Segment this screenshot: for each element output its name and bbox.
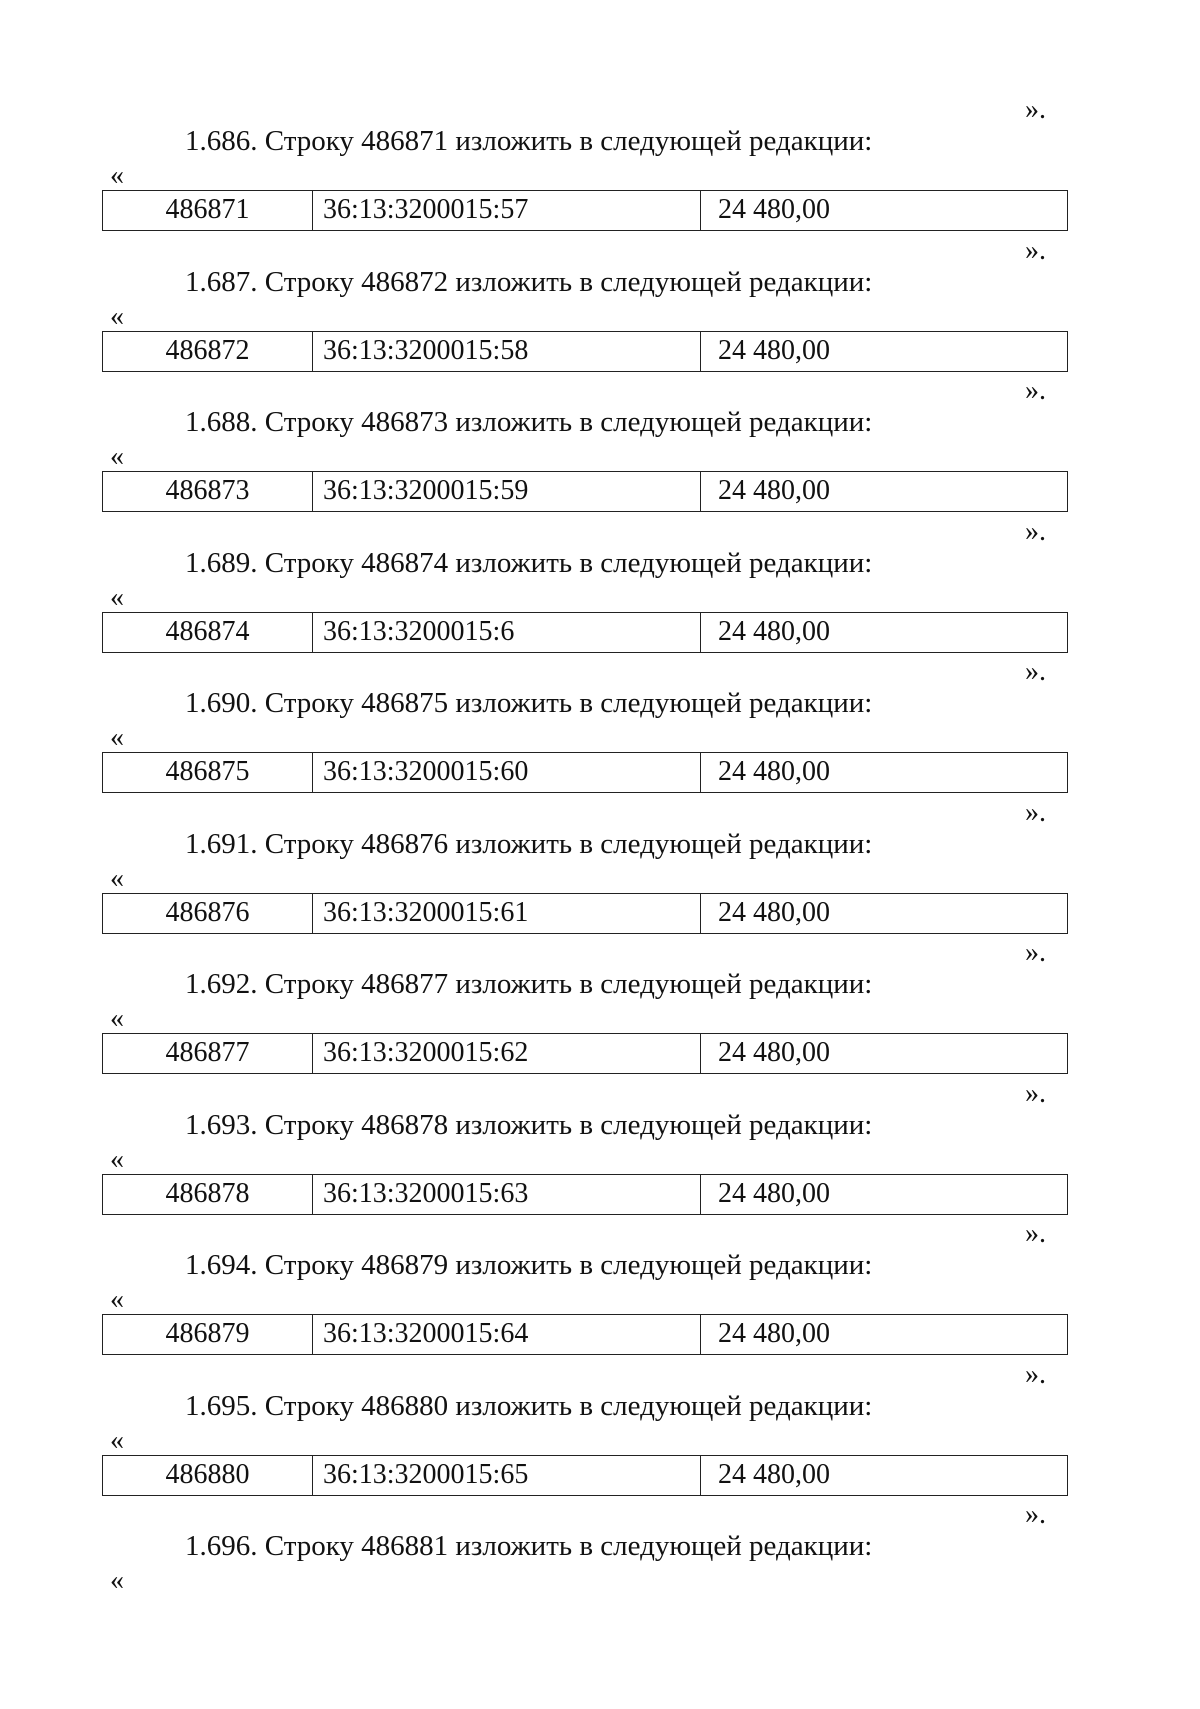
cadastral-number-cell: 36:13:3200015:6 (313, 613, 701, 652)
amended-row-table (102, 612, 1068, 653)
amended-row-table (102, 331, 1068, 372)
opening-quote: « (110, 1143, 124, 1175)
cadastral-value-cell: 24 480,00 (718, 615, 830, 647)
closing-quote: ». (1025, 1218, 1046, 1249)
row-number-cell: 486878 (103, 1175, 313, 1214)
amended-row-table (102, 752, 1068, 793)
cadastral-number-cell: 36:13:3200015:65 (313, 1456, 701, 1495)
row-number-cell: 486880 (103, 1456, 313, 1495)
cadastral-value-cell: 24 480,00 (718, 334, 830, 366)
opening-quote: « (110, 722, 124, 753)
amended-row-table (102, 471, 1068, 512)
row-number-cell: 486877 (103, 1034, 313, 1073)
closing-quote: ». (1025, 796, 1046, 828)
amendment-instruction: 1.695. Строку 486880 изложить в следующей редакции: (185, 1389, 873, 1422)
amendment-instruction: 1.696. Строку 486881 изложить в следующей редакции: (185, 1530, 873, 1562)
cadastral-number-cell: 36:13:3200015:63 (313, 1175, 701, 1214)
amendment-instruction: 1.686. Строку 486871 изложить в следующей редакции: (185, 125, 873, 157)
closing-quote: ». (1025, 234, 1046, 266)
opening-quote: « (110, 300, 124, 332)
row-number-cell: 486876 (103, 894, 313, 933)
cadastral-value-cell: 24 480,00 (718, 1458, 830, 1490)
amendment-instruction: 1.689. Строку 486874 изложить в следующей редакции: (185, 546, 873, 579)
cadastral-number-cell: 36:13:3200015:62 (313, 1034, 701, 1073)
amended-row-table (102, 1455, 1068, 1496)
closing-quote: ». (1025, 94, 1046, 125)
cadastral-number-cell: 36:13:3200015:57 (313, 191, 701, 230)
row-number-cell: 486874 (103, 613, 313, 652)
cadastral-number-cell: 36:13:3200015:61 (313, 894, 701, 933)
opening-quote: « (110, 581, 124, 613)
opening-quote: « (110, 862, 124, 894)
row-number-cell: 486872 (103, 332, 313, 371)
opening-quote: « (110, 1284, 124, 1315)
cadastral-number-cell: 36:13:3200015:60 (313, 753, 701, 792)
opening-quote: « (110, 1003, 124, 1034)
cadastral-number-cell: 36:13:3200015:64 (313, 1315, 701, 1354)
closing-quote: ». (1025, 1077, 1046, 1109)
closing-quote: ». (1025, 1499, 1046, 1530)
amendment-instruction: 1.693. Строку 486878 изложить в следующей редакции: (185, 1108, 873, 1141)
opening-quote: « (110, 1565, 124, 1596)
amended-row-table (102, 893, 1068, 934)
closing-quote: ». (1025, 515, 1046, 547)
amendment-instruction: 1.694. Строку 486879 изложить в следующей редакции: (185, 1249, 873, 1281)
closing-quote: ». (1025, 1358, 1046, 1390)
opening-quote: « (110, 160, 124, 191)
amended-row-table (102, 1174, 1068, 1215)
amendment-instruction: 1.687. Строку 486872 изложить в следующей редакции: (185, 265, 873, 298)
opening-quote: « (110, 441, 124, 472)
cadastral-number-cell: 36:13:3200015:59 (313, 472, 701, 511)
cadastral-value-cell: 24 480,00 (718, 896, 830, 928)
amendment-instruction: 1.688. Строку 486873 изложить в следующей редакции: (185, 406, 873, 438)
cadastral-value-cell: 24 480,00 (718, 1318, 830, 1349)
row-number-cell: 486873 (103, 472, 313, 511)
opening-quote: « (110, 1424, 124, 1456)
closing-quote: ». (1025, 656, 1046, 687)
amended-row-table (102, 1033, 1068, 1074)
cadastral-value-cell: 24 480,00 (718, 1177, 830, 1209)
row-number-cell: 486879 (103, 1315, 313, 1354)
cadastral-value-cell: 24 480,00 (718, 1037, 830, 1068)
amendment-instruction: 1.692. Строку 486877 изложить в следующей редакции: (185, 968, 873, 1000)
row-number-cell: 486871 (103, 191, 313, 230)
cadastral-value-cell: 24 480,00 (718, 756, 830, 787)
cadastral-value-cell: 24 480,00 (718, 475, 830, 506)
amendment-instruction: 1.690. Строку 486875 изложить в следующей редакции: (185, 687, 873, 719)
row-number-cell: 486875 (103, 753, 313, 792)
amended-row-table (102, 190, 1068, 231)
closing-quote: ». (1025, 375, 1046, 406)
amendment-instruction: 1.691. Строку 486876 изложить в следующей редакции: (185, 827, 873, 860)
cadastral-value-cell: 24 480,00 (718, 194, 830, 225)
amended-row-table (102, 1314, 1068, 1355)
cadastral-number-cell: 36:13:3200015:58 (313, 332, 701, 371)
closing-quote: ». (1025, 937, 1046, 968)
